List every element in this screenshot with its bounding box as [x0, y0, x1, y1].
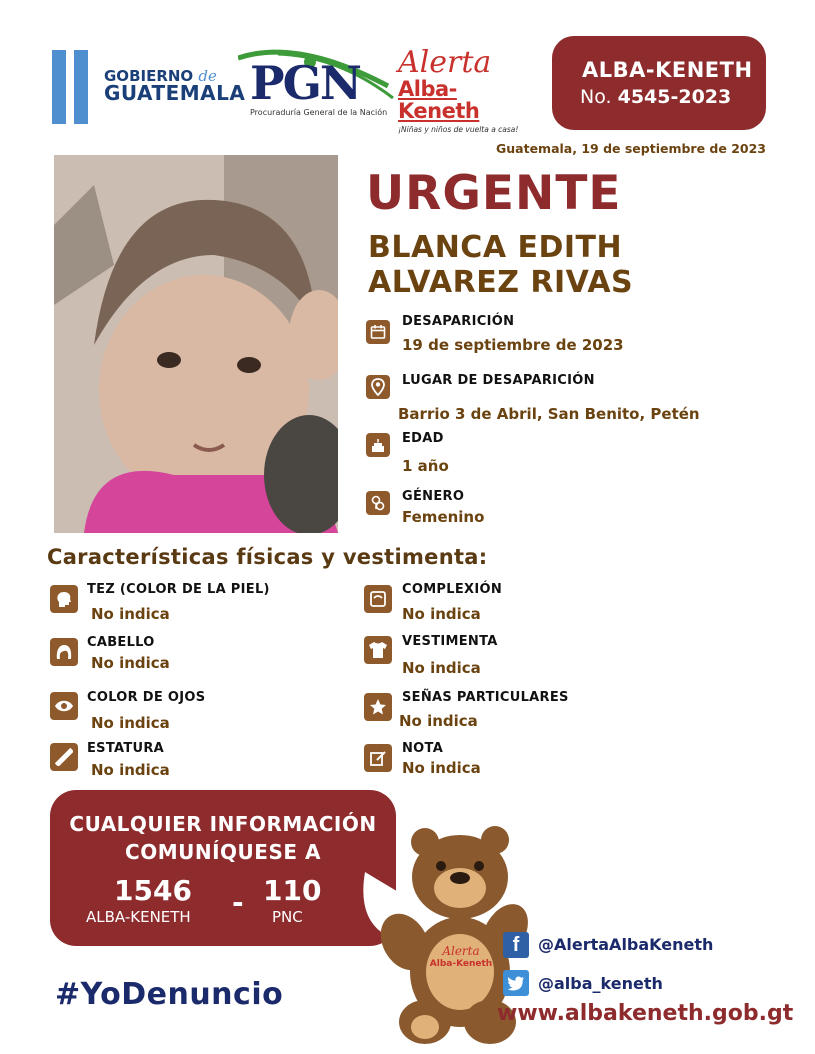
build-label: COMPLEXIÓN: [402, 582, 503, 597]
clothing-label: VESTIMENTA: [402, 634, 498, 649]
skin-tone-label: TEZ (COLOR DE LA PIEL): [87, 582, 270, 597]
phone-separator: -: [232, 886, 244, 919]
gender-icon: [366, 491, 390, 515]
twitter-icon[interactable]: [503, 970, 529, 996]
distinguishing-marks-label: SEÑAS PARTICULARES: [402, 690, 569, 705]
alba-keneth-phone: 1546: [114, 874, 192, 907]
gob-line1: GOBIERNO: [104, 67, 194, 85]
birthday-cake-icon: [366, 433, 390, 457]
build-value: No indica: [402, 605, 481, 623]
bear-badge-line1: Alerta: [442, 944, 480, 958]
eye-color-value: No indica: [91, 714, 170, 732]
head-silhouette-icon: [50, 585, 78, 613]
disappearance-place-value: Barrio 3 de Abril, San Benito, Petén: [398, 405, 700, 423]
height-value: No indica: [91, 761, 170, 779]
note-label: NOTA: [402, 741, 444, 756]
hair-value: No indica: [91, 654, 170, 672]
characteristics-title: Características físicas y vestimenta:: [47, 545, 488, 569]
pnc-phone: 110: [263, 874, 322, 907]
missing-child-photo: [54, 155, 338, 533]
twitter-handle[interactable]: @alba_keneth: [538, 974, 663, 993]
website-link[interactable]: www.albakeneth.gob.gt: [497, 1001, 794, 1026]
missing-person-name: [368, 230, 633, 300]
hair-icon: [50, 638, 78, 666]
star-icon: [364, 693, 392, 721]
gender-label: GÉNERO: [402, 489, 465, 504]
bear-badge: [428, 945, 494, 971]
pnc-phone-label: PNC: [272, 908, 303, 926]
contact-line2: COMUNÍQUESE A: [125, 840, 321, 864]
case-no-value: 4545-2023: [617, 86, 732, 108]
contact-line1: CUALQUIER INFORMACIÓN: [69, 812, 377, 836]
facebook-handle[interactable]: @AlertaAlbaKeneth: [538, 935, 714, 954]
calendar-icon: [366, 320, 390, 344]
gender-value: Femenino: [402, 508, 485, 526]
disappearance-place-label: LUGAR DE DESAPARICIÓN: [402, 373, 595, 388]
ruler-icon: [50, 743, 78, 771]
skin-tone-value: No indica: [91, 605, 170, 623]
pgn-subtitle: Procuraduría General de la Nación: [250, 108, 388, 117]
name-line1: BLANCA EDITH: [368, 230, 623, 265]
shirt-icon: [364, 636, 392, 664]
gob-de: de: [198, 67, 217, 85]
age-label: EDAD: [402, 431, 444, 446]
case-number: [580, 86, 731, 108]
disappearance-date-value: 19 de septiembre de 2023: [402, 336, 624, 354]
age-value: 1 año: [402, 457, 449, 475]
pgn-wordmark: PGN: [250, 56, 360, 110]
height-label: ESTATURA: [87, 741, 165, 756]
clothing-value: No indica: [402, 659, 481, 677]
eye-color-label: COLOR DE OJOS: [87, 690, 206, 705]
alerta-alba-keneth-logo: [398, 45, 538, 134]
distinguishing-marks-value: No indica: [399, 712, 478, 730]
alba-keneth-phone-label: ALBA-KENETH: [86, 908, 191, 926]
bear-badge-line2: Alba-Keneth: [429, 959, 493, 969]
hair-label: CABELLO: [87, 635, 155, 650]
case-title: ALBA-KENETH: [582, 58, 753, 82]
guatemala-government-logo: [52, 50, 96, 124]
facebook-icon[interactable]: f: [503, 932, 529, 958]
eye-icon: [50, 692, 78, 720]
scale-icon: [364, 585, 392, 613]
publication-date: Guatemala, 19 de septiembre de 2023: [496, 141, 766, 156]
gob-line2: GUATEMALA: [104, 81, 246, 105]
guatemala-government-wordmark: [104, 67, 246, 105]
hashtag: #YoDenuncio: [55, 977, 284, 1012]
note-value: No indica: [402, 759, 481, 777]
name-line2: ALVAREZ RIVAS: [368, 265, 634, 300]
child-photo-illustration: [54, 155, 338, 533]
alerta-logo-line1: Alerta: [398, 45, 492, 80]
note-edit-icon: [364, 744, 392, 772]
alerta-logo-tagline: ¡Niñas y niños de vuelta a casa!: [398, 125, 519, 134]
case-no-label: No.: [580, 86, 612, 108]
case-number-badge: [552, 36, 766, 130]
alerta-logo-line2: Alba-Keneth: [398, 77, 480, 123]
disappearance-date-label: DESAPARICIÓN: [402, 314, 515, 329]
location-pin-icon: [366, 375, 390, 399]
urgent-heading: URGENTE: [366, 166, 622, 221]
